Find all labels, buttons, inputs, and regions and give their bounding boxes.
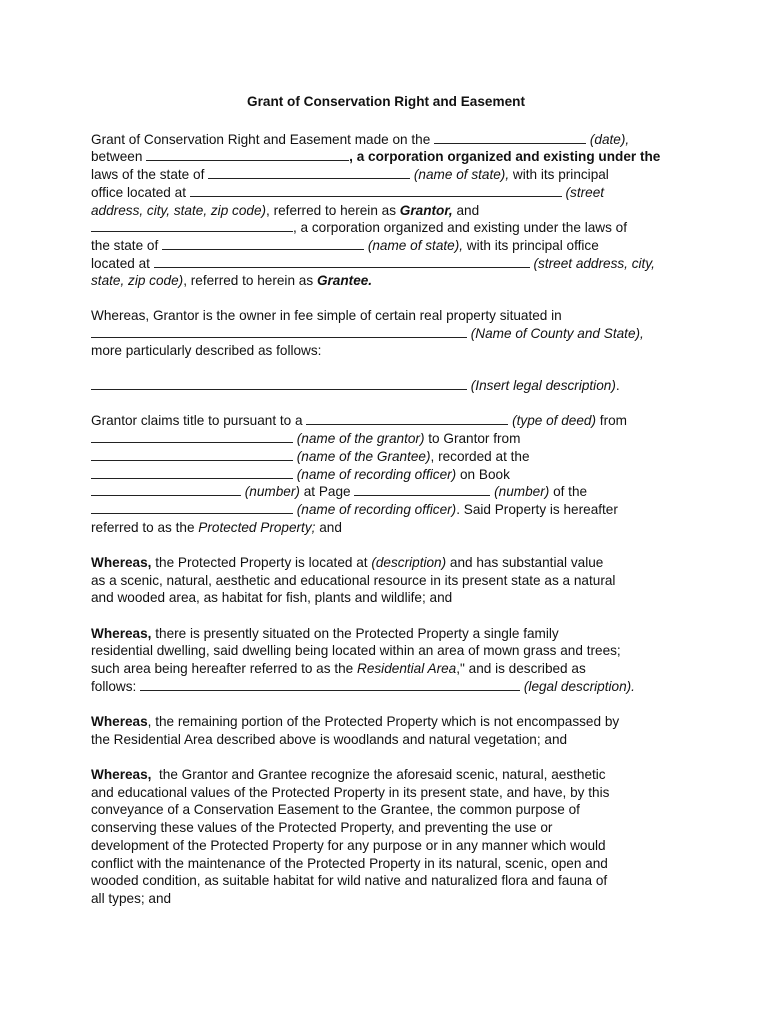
of-the-text: of the [549,484,588,500]
referred2-text: , referred to herein as [183,273,317,289]
owner-paragraph [91,307,681,360]
between-text: between [91,149,147,165]
recording-officer2-hint: (name of recording officer) [296,501,457,517]
deed-blank[interactable] [306,412,508,425]
residential-paragraph [91,625,681,696]
grantor-term: Grantor, [399,202,453,218]
at-page-text: at Page [299,484,355,500]
on-book-text: on Book [456,466,510,482]
book-number-blank[interactable] [91,483,241,496]
from-text: from [596,413,627,429]
grantee-address-blank[interactable] [154,255,530,268]
page-number-blank[interactable] [354,483,490,496]
to-grantor-text: to Grantor from [424,431,521,447]
street2-hint: (street address, city, [533,255,655,271]
claims-text: Grantor claims title to pursuant to a [91,413,307,429]
deed-hint: (type of deed) [512,413,597,429]
residential-line-3: such area being hereafter referred to as the [91,661,357,677]
said-text: . Said Property is hereafter [456,501,618,517]
recorded-text: , recorded at the [430,448,530,464]
legal-description-hint: (legal description). [523,678,635,694]
located-text: located at [91,255,154,271]
state-of-text: the state of [91,237,163,253]
county-blank[interactable] [91,325,467,338]
laws-text: laws of the state of [91,167,209,183]
grantee-name-hint: (name of the Grantee) [296,448,431,464]
description-hint: (description) [371,554,447,570]
book-number-hint: (number) [244,484,300,500]
whereas-lead: Whereas, [91,767,152,783]
located-line-3: and wooded area, as habitat for fish, plants and wildlife; and [91,590,453,606]
residential-line-1: there is presently situated on the Protected Property a single family [151,625,559,641]
follows-text: follows: [91,678,141,694]
grantee-state-blank[interactable] [162,237,364,250]
and-text: and [315,519,342,535]
recording-officer2-blank[interactable] [91,501,293,514]
state-zip-hint: state, zip code) [91,273,184,289]
recording-officer-hint: (name of recording officer) [296,466,457,482]
page-number-hint: (number) [494,484,550,500]
grantor-of-record-blank[interactable] [91,430,293,443]
remaining-line-2: the Residential Area described above is woodlands and natural vegetation; and [91,731,568,747]
recognize-line-2: and educational values of the Protected Property in its present state, and have, by this [91,784,610,800]
legal-hint: (Insert legal description) [470,378,616,394]
grantor-name-hint: (name of the grantor) [296,431,425,447]
value-text: and has substantial value [446,554,604,570]
state2-hint: (name of state), [367,237,464,253]
document-title: Grant of Conservation Right and Easement [247,94,525,109]
recognize-paragraph [91,766,681,908]
grantor-name-blank[interactable] [146,148,349,161]
recognize-line-1: the Grantor and Grantee recognize the aforesaid scenic, natural, aesthetic [151,767,606,783]
document-page [91,93,681,925]
residential-area-term: Residential Area [357,661,457,677]
legal-description-paragraph [91,377,681,395]
intro-paragraph [91,131,681,290]
corp2-text: , a corporation organized and existing under the laws of [293,220,628,236]
legal-description-blank[interactable] [91,377,467,390]
recognize-line-5: development of the Protected Property for any purpose or in any manner which would [91,837,606,853]
office-text: office located at [91,184,190,200]
legal-period: . [615,378,620,394]
residential-line-2: residential dwelling, said dwelling being located within an area of mown grass and trees; [91,643,621,659]
intro-text: Grant of Conservation Right and Easement made on the [91,131,435,147]
corp-text: , a corporation organized and existing under the [349,149,661,165]
referred-as-text: referred to as the [91,519,199,535]
grantee-name-blank[interactable] [91,219,293,232]
located-paragraph [91,554,681,607]
recognize-line-6: conflict with the maintenance of the Protected Property in its natural, scenic, open and [91,855,608,871]
located-line-2: as a scenic, natural, aesthetic and educational resource in its present state as a natural [91,572,616,588]
and-text: and [452,202,480,218]
recognize-line-8: all types; and [91,890,172,906]
grantee-of-record-blank[interactable] [91,448,293,461]
county-hint: (Name of County and State), [470,325,644,341]
recognize-line-3: conveyance of a Conservation Easement to the Grantee, the common purpose of [91,802,580,818]
whereas-lead: Whereas, [91,554,152,570]
principal2-text: with its principal office [463,237,599,253]
grantee-term: Grantee. [316,273,373,289]
grantor-address-blank[interactable] [190,184,562,197]
remaining-line-1: , the remaining portion of the Protected Property which is not encompassed by [147,714,620,730]
residential-legal-blank[interactable] [140,678,520,691]
located-text: the Protected Property is located at [151,554,372,570]
described-text: more particularly described as follows: [91,343,322,359]
claims-paragraph [91,412,681,536]
whereas-lead: Whereas [91,714,148,730]
grantor-state-blank[interactable] [208,166,410,179]
remaining-paragraph [91,713,681,748]
whereas-lead: Whereas, [91,625,152,641]
recognize-line-7: wooded condition, as suitable habitat for wild native and naturalized flora and fauna of [91,873,608,889]
address-hint: address, city, state, zip code) [91,202,267,218]
protected-property-term: Protected Property; [198,519,316,535]
recognize-line-4: conserving these values of the Protected Property, and preventing the use or [91,820,553,836]
date-hint: (date), [589,131,630,147]
street-hint: (street [565,184,605,200]
recording-officer-blank[interactable] [91,466,293,479]
owner-text: Whereas, Grantor is the owner in fee simple of certain real property situated in [91,308,562,324]
date-blank[interactable] [434,131,586,144]
principal-text: with its principal [509,167,609,183]
state-hint: (name of state), [413,167,510,183]
described-as-text: ," and is described as [456,661,586,677]
referred-text: , referred to herein as [266,202,400,218]
